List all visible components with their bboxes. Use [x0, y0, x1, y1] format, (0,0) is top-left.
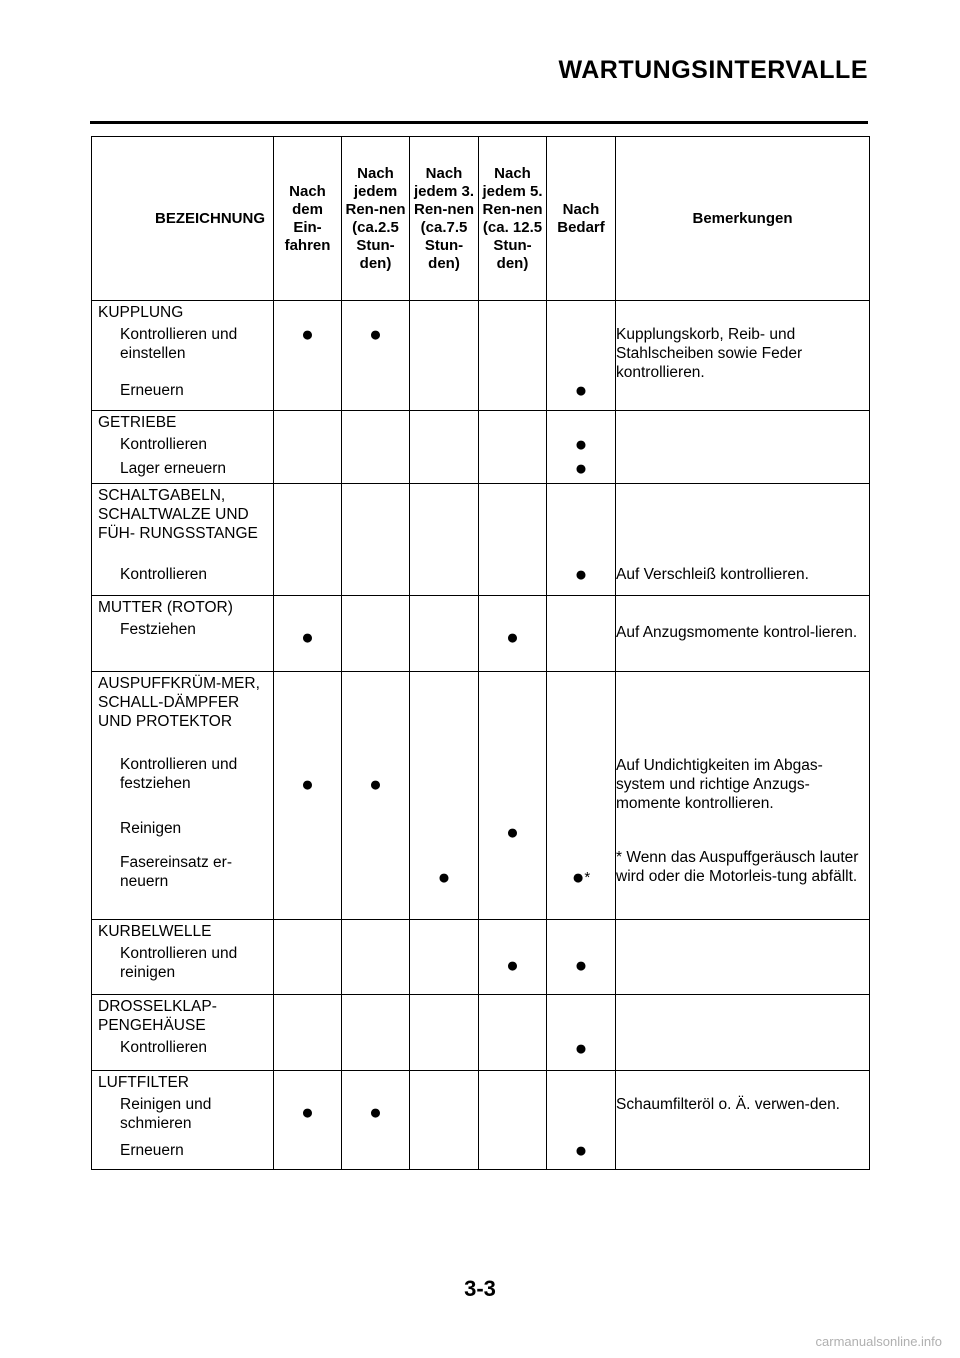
interval-dot: ●	[574, 563, 588, 586]
section-name: KURBELWELLE	[98, 923, 212, 940]
section-name: MUTTER (ROTOR)	[98, 599, 233, 616]
item-label: Kontrollieren und reinigen	[120, 945, 238, 981]
table-header-row	[92, 137, 870, 301]
interval-dot: ●	[369, 323, 382, 346]
interval-dot: ●	[574, 379, 588, 402]
interval-dot: ●	[574, 457, 588, 480]
interval-dot: ●	[301, 323, 314, 346]
section-cell-drossel	[92, 995, 274, 1071]
item-label: Kontrollieren	[120, 436, 208, 453]
interval-dot: ●	[574, 954, 588, 977]
interval-dot: ●	[301, 1101, 314, 1124]
interval-dot: ●	[369, 1101, 382, 1124]
section-name: GETRIEBE	[98, 414, 177, 431]
item-label: Kontrollieren und einstellen	[120, 326, 238, 362]
interval-dot: ●	[506, 821, 519, 844]
interval-dot: ●	[574, 1139, 588, 1162]
remark-text: Kupplungskorb, Reib- und Stahlscheiben sowie Feder kontrollieren.	[616, 326, 803, 381]
item-label: Reinigen und schmieren	[120, 1096, 212, 1132]
column-header-nach-bedarf: Nach Bedarf	[547, 137, 616, 301]
section-name: KUPPLUNG	[98, 304, 184, 321]
maintenance-table	[91, 136, 870, 1170]
interval-dot: ●	[437, 866, 451, 889]
footnote-star: *	[584, 869, 591, 886]
item-label: Festziehen	[120, 621, 196, 638]
table-row	[92, 920, 870, 995]
table-row	[92, 995, 870, 1071]
column-header-nach-3-rennen: Nach jedem 3. Ren-nen (ca.7.5 Stun-den)	[410, 137, 479, 301]
watermark: carmanualsonline.info	[815, 1334, 942, 1349]
interval-dot: ●	[574, 1037, 588, 1060]
item-label: Reinigen	[120, 820, 182, 837]
interval-dot: ●	[574, 433, 588, 456]
title-rule	[90, 121, 868, 124]
table-row	[92, 484, 870, 596]
remark-text: Schaumfilteröl o. Ä. verwen-den.	[616, 1096, 840, 1113]
section-name: AUSPUFFKRÜM-MER, SCHALL-DÄMPFER UND PROTEKTOR	[98, 675, 260, 730]
column-header-nach-dem-einfahren: Nach dem Ein-fahren	[274, 137, 342, 301]
interval-dot: ●	[301, 773, 314, 796]
item-label: Kontrollieren und festziehen	[120, 756, 238, 792]
table-row	[92, 411, 870, 484]
page-title: WARTUNGSINTERVALLE	[558, 56, 868, 84]
page-number: 3-3	[464, 1276, 496, 1301]
section-cell-kurbelwelle	[92, 920, 274, 995]
section-cell-schaltgabeln	[92, 484, 274, 596]
item-label: Erneuern	[120, 1142, 184, 1159]
column-header-bemerkungen: Bemerkungen	[616, 137, 870, 301]
interval-dot: ●	[369, 773, 382, 796]
interval-dot: ●	[506, 954, 519, 977]
table-row	[92, 1071, 870, 1170]
interval-dot: ●	[571, 866, 585, 889]
remark-text: Auf Verschleiß kontrollieren.	[616, 566, 809, 583]
table-row	[92, 596, 870, 672]
remark-text: Auf Undichtigkeiten im Abgas-system und richtige Anzugs-momente kontrollieren.	[616, 757, 823, 812]
interval-dot: ●	[301, 626, 314, 649]
section-cell-mutter	[92, 596, 274, 672]
remark-text: * Wenn das Auspuffgeräusch lauter wird oder die Motorleis-tung abfällt.	[616, 849, 859, 885]
column-header-nach-jedem-rennen: Nach jedem Ren-nen (ca.2.5 Stun-den)	[342, 137, 410, 301]
item-label: Kontrollieren	[120, 566, 208, 583]
item-label: Kontrollieren	[120, 1039, 208, 1056]
column-header-bezeichnung: BEZEICHNUNG	[92, 137, 274, 301]
section-cell-luftfilter	[92, 1071, 274, 1170]
item-label: Erneuern	[120, 382, 184, 399]
table-row	[92, 301, 870, 411]
remark-text: Auf Anzugsmomente kontrol-lieren.	[616, 624, 858, 641]
section-name: SCHALTGABELN, SCHALTWALZE UND FÜH- RUNGSSTANGE	[98, 487, 258, 542]
table-row	[92, 672, 870, 920]
section-cell-auspuff	[92, 672, 274, 920]
item-label: Fasereinsatz er-neuern	[120, 854, 232, 890]
section-cell-kupplung	[92, 301, 274, 411]
column-header-nach-5-rennen: Nach jedem 5. Ren-nen (ca. 12.5 Stun-den)	[479, 137, 547, 301]
item-label: Lager erneuern	[120, 460, 226, 477]
section-cell-getriebe	[92, 411, 274, 484]
interval-dot: ●	[506, 626, 519, 649]
section-name: LUFTFILTER	[98, 1074, 189, 1091]
section-name: DROSSELKLAP-PENGEHÄUSE	[98, 998, 217, 1034]
